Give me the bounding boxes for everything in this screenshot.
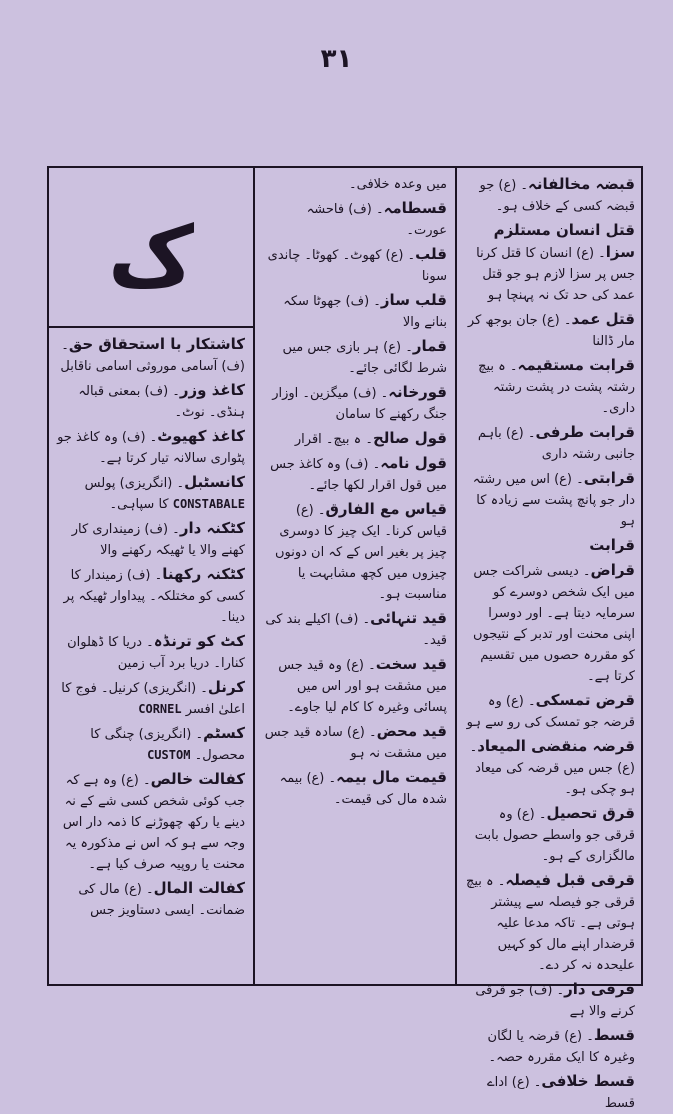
entry-headword: قرقی قبل فیصلہ (505, 871, 635, 889)
entry-definition: ۔ دریا کا ڈھلوان کنارا۔ دریا برد آب زمین (67, 635, 245, 671)
dictionary-entry (263, 290, 447, 333)
dictionary-frame (47, 166, 643, 1111)
dictionary-entry (57, 518, 245, 561)
dictionary-entry (465, 690, 635, 733)
entry-definition: ۔ (ع) جس میں قرضہ کی میعاد ہو چکی ہو۔ (469, 740, 635, 797)
entry-headword: قید تنہائی (370, 609, 447, 627)
entry-definition: ۔ (ف) وہ کاغذ جو پٹواری سالانہ تیار کرتا ہے۔ (57, 430, 245, 466)
dictionary-entry (465, 309, 635, 352)
entry-headword: قرض تمسکی (535, 691, 635, 709)
entry-headword: قیمت مال بیمہ (336, 768, 447, 786)
entry-headword: قلب (415, 245, 447, 263)
dictionary-entry (465, 560, 635, 687)
dictionary-entry (57, 472, 245, 515)
dictionary-entry (57, 631, 245, 674)
entry-definition: ۔ (ف) آسامی موروثی اسامی ناقابل (60, 338, 245, 374)
dictionary-entry (57, 334, 245, 377)
dictionary-entry (263, 336, 447, 379)
entry-definition: ۔ ہ بیچ۔ اقرار (294, 432, 373, 447)
section-letter: ک (107, 208, 194, 306)
entry-definition: ۔ (ف) بمعنی قبالہ ہنڈی۔ نوٹ۔ (78, 384, 245, 420)
entry-headword: قراض (590, 561, 635, 579)
dictionary-entry (263, 453, 447, 496)
entry-definition: ۔ (ع) اداے قسط (487, 1075, 635, 1111)
dictionary-entry (465, 174, 635, 217)
entry-definition: ۔ (ع) جو قبضہ کسی کے خلاف ہو۔ (479, 178, 635, 214)
entry-definition: ۔ (ع) انسان کا قتل کرنا جس پر سزا لازم ہو جو قتل عمد کی حد تک نہ پہنچا ہو (476, 246, 635, 303)
entry-definition: ۔ (ع) اس میں رشتہ دار جو پانچ پشت سے زیادہ کا ہو (472, 472, 635, 529)
dictionary-entry (57, 426, 245, 469)
entry-definition: ۔ (ع) وہ ہے کہ جب کوئی شخص کسی شے کے نہ دینے یا رکھ چھوڑنے کا ذمہ دار اس وجہ سے ہو کہ اس نے مذکورہ یہ محنت یا روپیہ صرف کیا ہے۔ (62, 773, 245, 872)
entry-english-word: CUSTOM (147, 748, 191, 762)
entry-headword: کٹکنہ رکھنا (162, 565, 245, 583)
entry-headword: قسط (593, 1026, 635, 1044)
entry-headword: قمار (412, 337, 447, 355)
entry-headword: کفالت المال (153, 879, 245, 897)
entry-headword: قول صالح (372, 429, 447, 447)
entry-definition: ۔ (ع) جان بوجھ کر مار ڈالنا (467, 313, 635, 349)
entry-definition: ۔ (انگریزی) پولس (84, 476, 185, 491)
entry-definition: ۔ (ع) بیمہ شدہ مال کی قیمت۔ (279, 771, 447, 807)
entry-headword: قلب ساز (380, 291, 447, 309)
dictionary-entry (57, 878, 245, 921)
dictionary-entry (465, 1071, 635, 1114)
entry-headword: قرابت (589, 536, 635, 554)
column-right (457, 168, 643, 1111)
entry-headword: کسٹم (203, 724, 245, 742)
dictionary-entry (263, 499, 447, 605)
entry-english-word: CORNEL (138, 702, 182, 716)
entry-definition: ۔ (انگریزی) چنگی کا محصول۔ (90, 727, 245, 763)
dictionary-entry (465, 422, 635, 465)
entry-definition: ۔ (ع) ہر بازی جس میں شرط لگائی جائے۔ (282, 340, 447, 376)
entry-headword: قرق تحصیل (546, 804, 635, 822)
dictionary-entry (465, 803, 635, 867)
entry-definition: ۔ (ع) قیاس کرنا۔ ایک چیز کا دوسری چیز پر بغیر اس کے کہ ان دونوں چیزوں میں کچھ مشابہت یا مناسبت ہو۔ (274, 503, 447, 602)
entry-definition: ۔ (ف) اکیلے بند کی قید۔ (265, 612, 447, 648)
entry-definition: ۔ (ع) وہ قرقی جو واسطے حصول بابت مالگزاری کے ہو۔ (474, 807, 635, 864)
dictionary-entry (465, 220, 635, 306)
entry-definition: ۔ (انگریزی) کرنیل۔ فوج کا اعلیٰ افسر (61, 681, 245, 717)
dictionary-entry (263, 428, 447, 450)
column-middle (253, 168, 457, 984)
entry-definition: ۔ (ف) جو قرقی کرنے والا ہے (475, 983, 635, 1019)
entry-headword: کاغذ وزر (179, 381, 245, 399)
entry-definition: ۔ (ف) وہ کاغذ جس میں قول اقرار لکھا جائے۔ (270, 457, 447, 493)
entry-english-word: CONSTABALE (172, 497, 245, 511)
entry-headword: کٹ کو ترنڈہ (153, 632, 245, 650)
dictionary-entry (465, 535, 635, 557)
dictionary-entry (263, 767, 447, 810)
entry-headword: قسطامہ (383, 199, 447, 217)
dictionary-entry (465, 355, 635, 419)
dictionary-entry (465, 468, 635, 532)
entry-headword: کانسٹبل (184, 473, 245, 491)
dictionary-entry (465, 979, 635, 1022)
entry-headword: کاشتکار با استحقاق حق (68, 335, 245, 353)
dictionary-entry (57, 769, 245, 875)
entry-definition: ۔ (ع) باہم جانبی رشتہ داری (477, 426, 635, 462)
entry-definition: ۔ (ع) قرضہ یا لگان وغیرہ کا ایک مقررہ حصہ۔ (487, 1029, 635, 1065)
entry-definition: ۔ (ف) میگزین۔ اوزار جنگ رکھنے کا سامان (272, 386, 447, 422)
entry-definition: ۔ ہ بیچ رشتہ پشت در پشت رشتہ داری۔ (478, 359, 635, 416)
dictionary-entry (263, 721, 447, 764)
dictionary-entry (57, 677, 245, 720)
dictionary-entry (465, 736, 635, 800)
dictionary-entry (57, 723, 245, 766)
entry-headword: کفالت خالص (150, 770, 245, 788)
entry-headword: قرضہ منقضی المیعاد (477, 737, 635, 755)
section-letter-box (49, 168, 253, 328)
entry-headword: قیاس مع الفارق (325, 500, 447, 518)
entry-headword: قسط خلافی (541, 1072, 635, 1090)
entry-headword: قتل عمد (571, 310, 635, 328)
entry-definition: ۔ (ف) زمیندار کا کسی کو مختلکہ۔ پیداوار ٹھیکہ پر دینا۔ (63, 568, 245, 625)
entry-definition: ۔ (ف) فاحشہ عورت۔ (306, 202, 447, 238)
dictionary-entry (263, 654, 447, 718)
dictionary-entry (465, 1025, 635, 1068)
entry-definition-tail: کا سپاہی۔ (109, 497, 169, 512)
entry-headword: کاغذ کھیوٹ (157, 427, 245, 445)
dictionary-entry (263, 174, 447, 195)
entry-headword: قرابت مستقیمہ (517, 356, 635, 374)
column-left (49, 328, 253, 984)
page-number: ۳۱ (320, 44, 353, 74)
entry-headword: قتل انسان مستلزم سزا (493, 221, 635, 261)
dictionary-entry (263, 382, 447, 425)
entry-headword: قرابت طرفی (535, 423, 635, 441)
entry-definition: ۔ (ف) زمینداری کار کھنے والا یا ٹھیکہ رکھنے والا (71, 522, 245, 558)
entry-headword: قید محض (376, 722, 447, 740)
entry-headword: کٹکنہ دار (179, 519, 245, 537)
entry-headword: قرابتی (583, 469, 635, 487)
entry-definition: میں وعدہ خلافی۔ (349, 177, 447, 192)
entry-definition: ۔ (ع) سادہ قید جس میں مشقت نہ ہو (264, 725, 447, 761)
dictionary-entry (57, 380, 245, 423)
dictionary-entry (263, 198, 447, 241)
entry-definition: ۔ دیسی شراکت جس میں ایک شخص دوسرے کو سرمایہ دیتا ہے۔ اور دوسرا اپنی محنت اور تدبر کے نتیجوں کو مقررہ حصوں میں تقسیم کرتا ہے۔ (472, 564, 635, 684)
dictionary-entry (263, 244, 447, 287)
entry-definition: ۔ (ع) وہ قید جس میں مشقت ہو اور اس میں پسائی وغیرہ کا کام لیا جاوے۔ (278, 658, 447, 715)
entry-headword: کرنل (207, 678, 245, 696)
entry-definition: ۔ (ف) جھوٹا سکہ بنانے والا (283, 294, 447, 330)
entry-headword: قید سخت (375, 655, 447, 673)
entry-headword: قرقی دار (564, 980, 635, 998)
dictionary-entry (57, 564, 245, 628)
entry-definition: ۔ ہ بیچ قرقی جو فیصلہ سے پیشتر ہوتی ہے۔ تاکہ مدعا علیہ قرضدار اپنے مال کو کہیں علیحدہ نہ کر دے۔ (465, 874, 635, 973)
entry-definition: ۔ (ع) کھوٹ۔ کھوٹا۔ چاندی سونا (267, 248, 447, 284)
entry-definition: ۔ (ع) وہ قرضہ جو تمسک کی رو سے ہو (466, 694, 635, 730)
dictionary-entry (465, 870, 635, 976)
dictionary-entry (263, 608, 447, 651)
entry-definition: ۔ (ع) مال کی ضمانت۔ ایسی دستاویز جس (78, 882, 245, 918)
entry-headword: قبضہ مخالفانہ (528, 175, 635, 193)
entry-headword: قورخانہ (388, 383, 447, 401)
entry-headword: قول نامہ (380, 454, 447, 472)
